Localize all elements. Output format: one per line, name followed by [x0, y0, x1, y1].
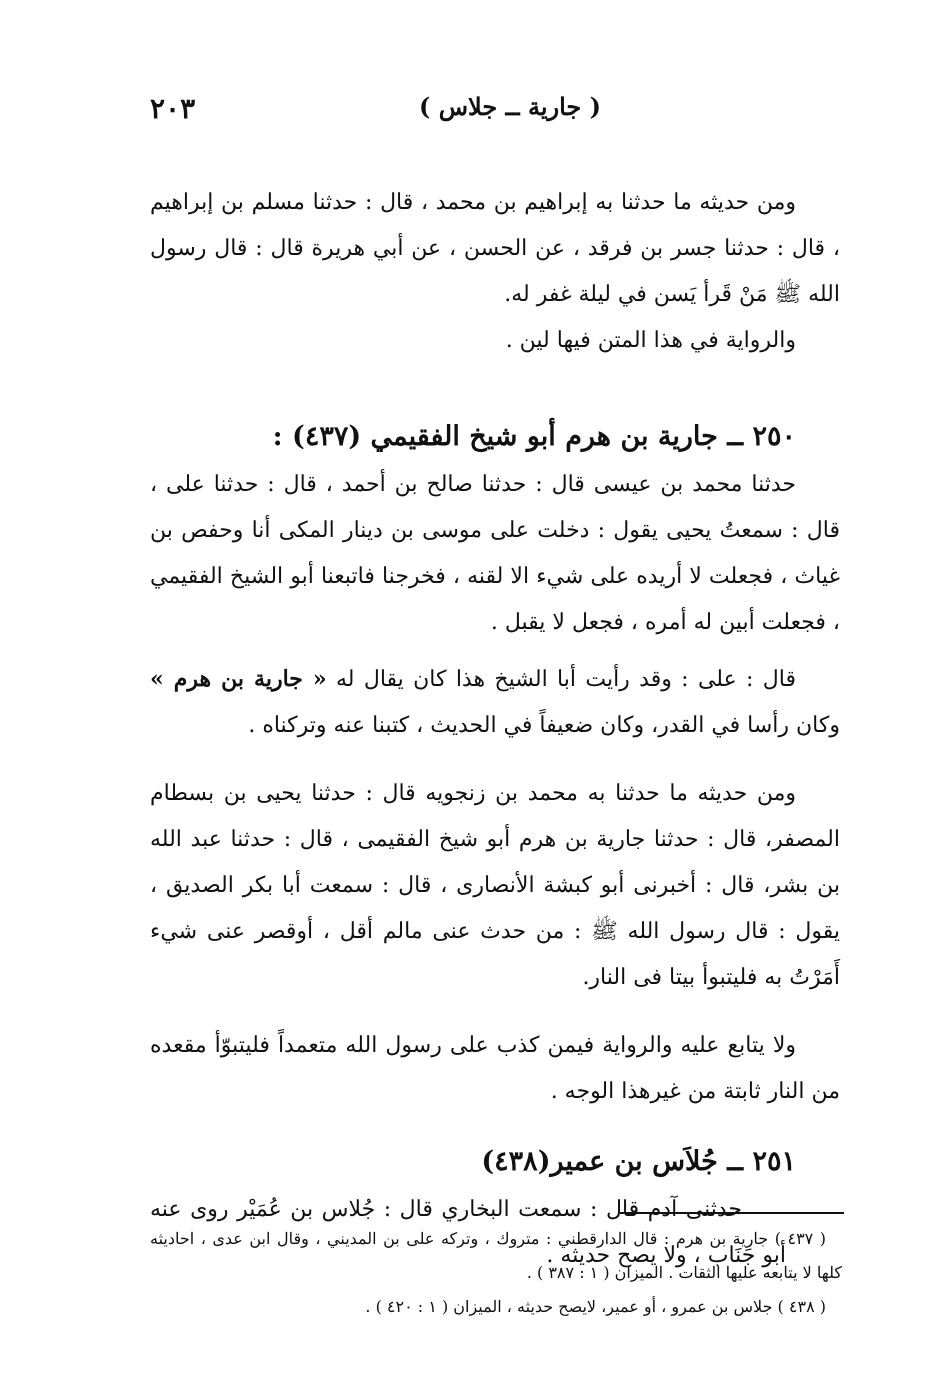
paragraph-entry-250-remark: ولا يتابع عليه والرواية فيمن كذب على رسول الله متعمداً فليتبوّأ مقعده من النار ثابتة من غيرهذا الوجه . — [150, 1033, 840, 1104]
running-title: ( جارية ــ جلاس ) — [419, 92, 601, 121]
main-text — [150, 180, 840, 1279]
footnote-437: ( ٤٣٧ ) جارية بن هرم : قال الدارقطني : متروك ، وتركه على بن المديني ، وقال ابن عدى ، احاديثه كلها لا يتابعه عليها الثقات . الميزان ( ١ : ٣٨٧ ) . — [150, 1229, 842, 1282]
para4-suffix: وكان رأسا في القدر، وكان ضعيفاً في الحديث ، كتبنا عنه وتركناه . — [248, 713, 840, 738]
paragraph-entry-251: حدثنى آدم قال : سمعت البخاري قال : جُلاس بن عُمَيْر روى عنه أبو جَنَاب ، ولا يصح حديثه . — [150, 1197, 786, 1268]
footnote-separator — [620, 1212, 844, 1214]
paragraph-entry-250-hadith: ومن حديثه ما حدثنا به محمد بن زنجويه قال : حدثنا يحيى بن بسطام المصفر، قال : حدثنا جارية بن هرم أبو شيخ الفقيمى ، قال : حدثنا عبد الله بن بشر، قال : أخبرنى أبو كبشة الأنصارى ، قال : سمعت أبا بكر الصديق ، يقول : قال رسول الله ﷺ : من حدث عنى مالم أقل ، أوقصر عنى شيء أَمَرْتُ به فليتبوأ بيتا فى النار. — [150, 781, 840, 990]
entry-251-heading: ٢٥١ ــ جُلاَس بن عمير(٤٣٨) — [481, 1146, 796, 1177]
page-number: ٢٠٣ — [150, 92, 196, 125]
para4-prefix: قال : على : وقد رأيت أبا الشيخ هذا كان يقال له — [336, 667, 797, 692]
footnotes — [150, 1222, 842, 1324]
para4-name: « جارية بن هرم » — [150, 666, 327, 692]
footnote-438: ( ٤٣٨ ) جلاس بن عمرو ، أو عمير، لايصح حديثه ، الميزان ( ١ : ٤٢٠ ) . — [365, 1297, 826, 1316]
running-head — [0, 92, 952, 132]
paragraph-entry-250-chain: حدثنا محمد بن عيسى قال : حدثنا صالح بن أحمد ، قال : حدثنا على ، قال : سمعتُ يحيى يقول : دخلت على موسى بن دينار المكى أنا وحفص بن غياث ، فجعلت لا أريده على شيء الا لقنه ، فخرجنا فاتبعنا أبو الشيخ الفقيمي ، فجعلت أبين له أمره ، فجعل لا يقبل . — [150, 472, 841, 635]
entry-250-heading: ٢٥٠ ــ جارية بن هرم أبو شيخ الفقيمي (٤٣٧) : — [272, 421, 796, 452]
paragraph-hadith-yasin: ومن حديثه ما حدثنا به إبراهيم بن محمد ، قال : حدثنا مسلم بن إبراهيم ، قال : حدثنا جسر بن فرقد ، عن الحسن ، عن أبي هريرة قال : قال رسول الله ﷺ مَنْ قَرأ يَسن في ليلة غفر له. — [150, 190, 840, 307]
paragraph-narration-note: والرواية في هذا المتن فيها لين . — [505, 328, 796, 353]
paragraph-entry-250-ali — [150, 656, 840, 749]
